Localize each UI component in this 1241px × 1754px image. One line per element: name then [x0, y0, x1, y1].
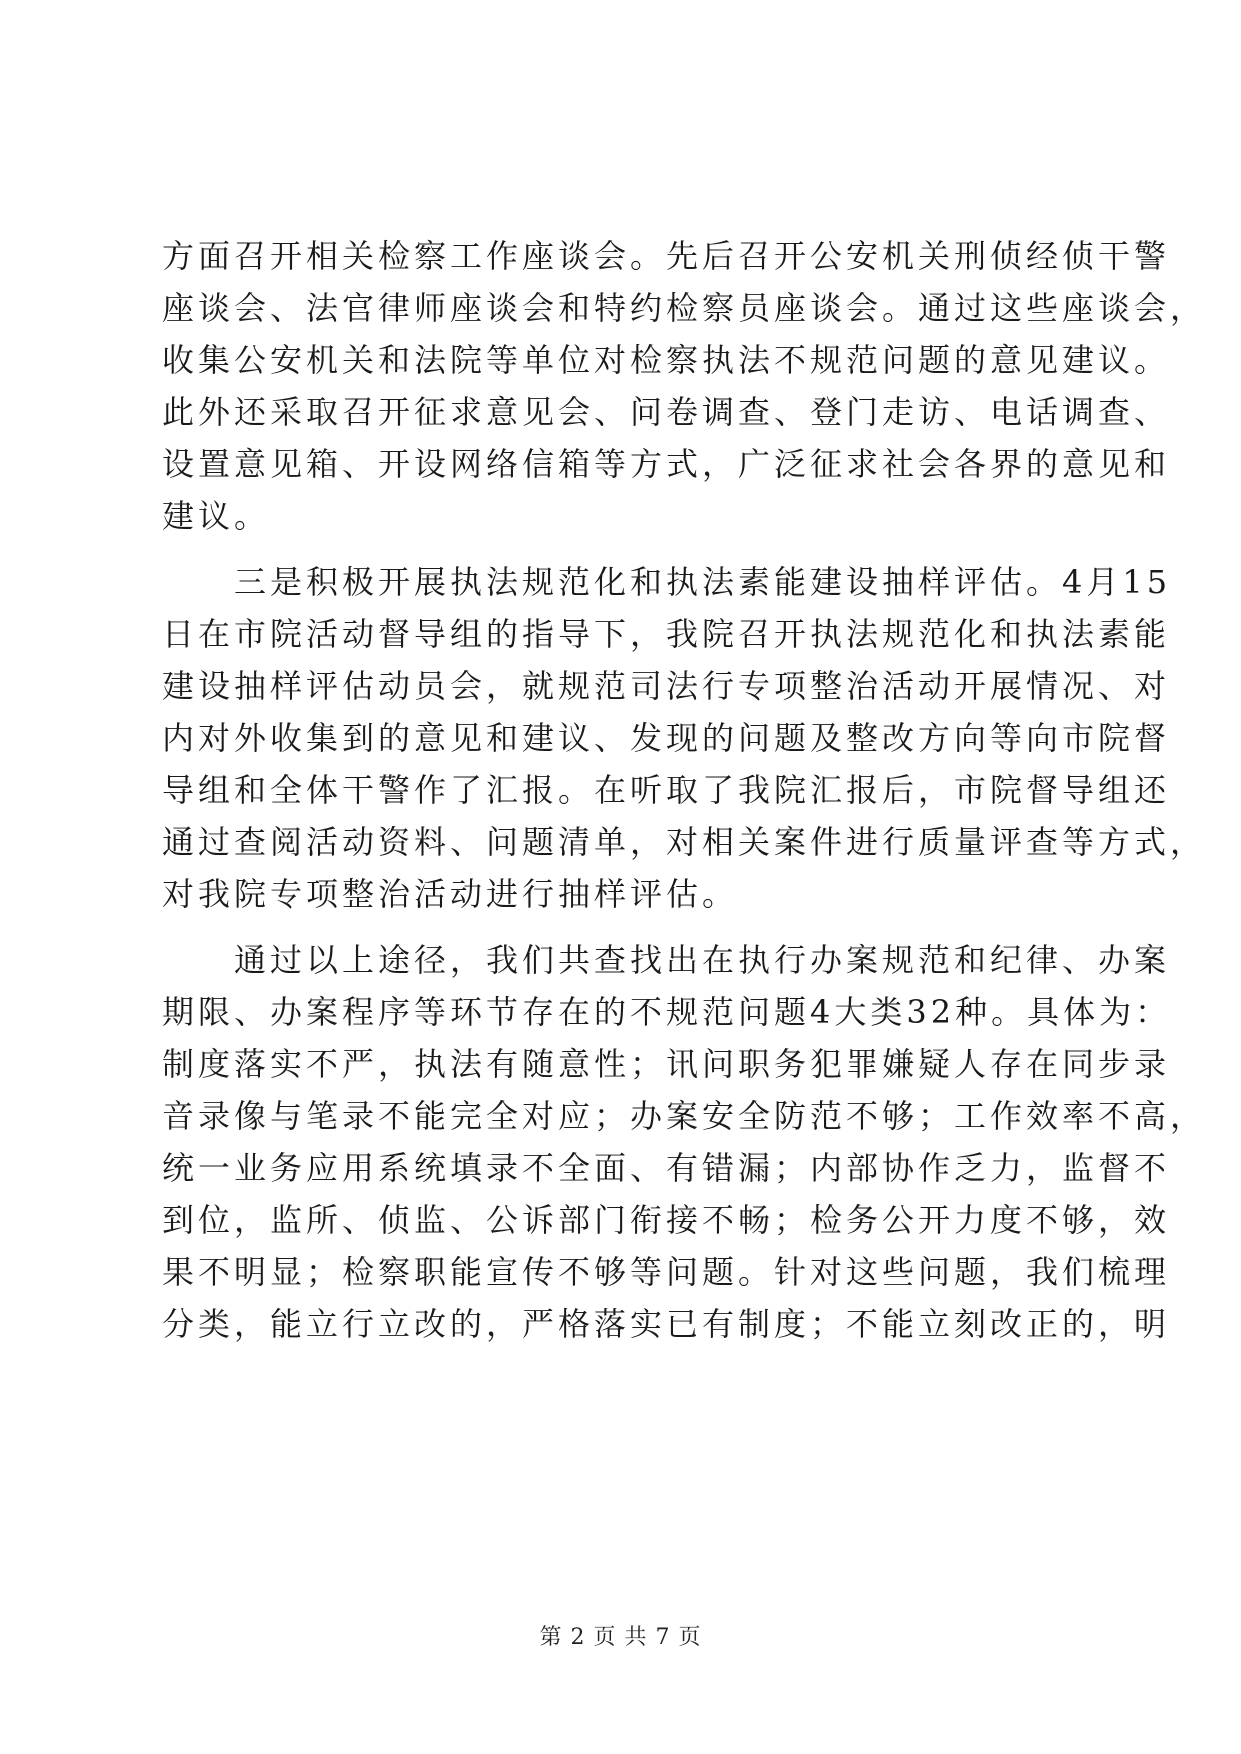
- document-body: [162, 230, 1207, 1364]
- text-line: 日在市院活动督导组的指导下，我院召开执法规范化和执法素能: [162, 615, 1171, 653]
- text-line: 制度落实不严，执法有随意性；讯问职务犯罪嫌疑人存在同步录: [162, 1045, 1171, 1083]
- text-line: 通过查阅活动资料、问题清单，对相关案件进行质量评查等方式，: [162, 823, 1207, 861]
- text-line: 通过以上途径，我们共查找出在执行办案规范和纪律、办案: [234, 941, 1171, 979]
- text-line: 设置意见箱、开设网络信箱等方式，广泛征求社会各界的意见和: [162, 445, 1171, 483]
- text-line: 音录像与笔录不能完全对应；办案安全防范不够；工作效率不高，: [162, 1097, 1207, 1135]
- text-line: 期限、办案程序等环节存在的不规范问题4大类32种。具体为：: [162, 993, 1172, 1031]
- paragraph-2: [162, 556, 1207, 920]
- text-line: 内对外收集到的意见和建议、发现的问题及整改方向等向市院督: [162, 719, 1171, 757]
- paragraph-3: [162, 934, 1207, 1350]
- text-line: 建议。: [162, 497, 271, 535]
- text-line: 对我院专项整治活动进行抽样评估。: [162, 875, 739, 913]
- text-line: 导组和全体干警作了汇报。在听取了我院汇报后，市院督导组还: [162, 771, 1171, 809]
- text-line: 收集公安机关和法院等单位对检察执法不规范问题的意见建议。: [162, 341, 1171, 379]
- text-line: 分类，能立行立改的，严格落实已有制度；不能立刻改正的，明: [162, 1305, 1171, 1343]
- paragraph-1: [162, 230, 1207, 542]
- text-line: 座谈会、法官律师座谈会和特约检察员座谈会。通过这些座谈会，: [162, 289, 1207, 327]
- text-line: 到位，监所、侦监、公诉部门衔接不畅；检务公开力度不够，效: [162, 1201, 1171, 1239]
- text-line: 此外还采取召开征求意见会、问卷调查、登门走访、电话调查、: [162, 393, 1171, 431]
- text-line: 三是积极开展执法规范化和执法素能建设抽样评估。4月15: [234, 563, 1172, 601]
- page-number-footer: 第 2 页 共 7 页: [539, 1625, 702, 1650]
- text-line: 统一业务应用系统填录不全面、有错漏；内部协作乏力，监督不: [162, 1149, 1171, 1187]
- text-line: 果不明显；检察职能宣传不够等问题。针对这些问题，我们梳理: [162, 1253, 1171, 1291]
- text-line: 建设抽样评估动员会，就规范司法行专项整治活动开展情况、对: [162, 667, 1171, 705]
- text-line: 方面召开相关检察工作座谈会。先后召开公安机关刑侦经侦干警: [162, 237, 1171, 275]
